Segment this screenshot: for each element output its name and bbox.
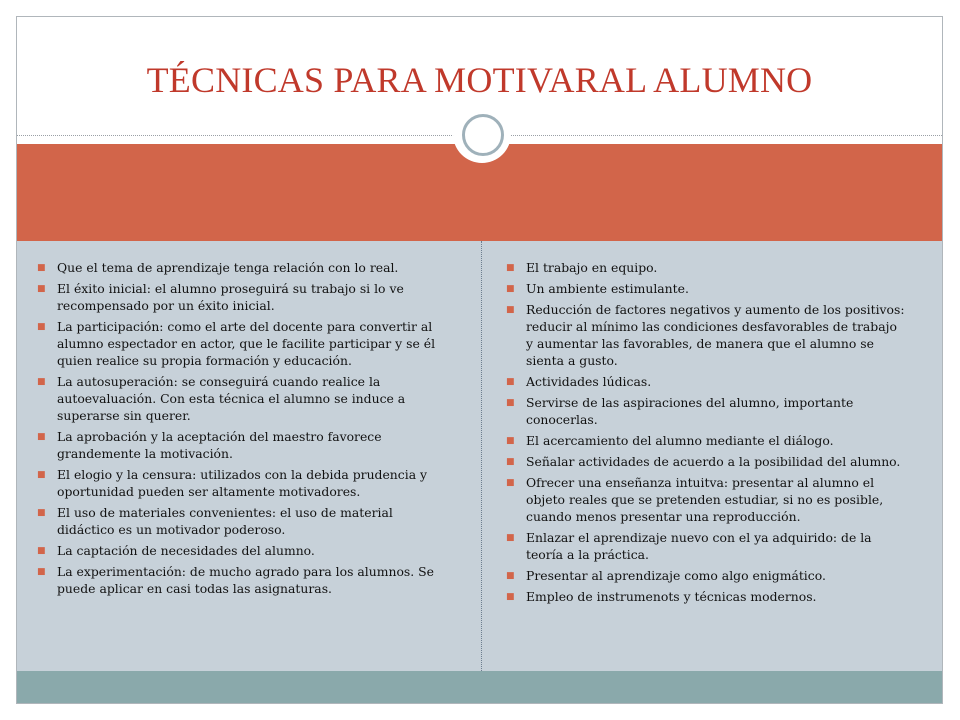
list-item	[497, 474, 907, 525]
right-bullet-list	[497, 259, 907, 609]
list-item	[497, 259, 907, 276]
square-bullet-icon: ■	[37, 546, 46, 556]
square-bullet-icon: ■	[506, 305, 515, 315]
square-bullet-icon: ■	[37, 432, 46, 442]
square-bullet-icon: ■	[506, 478, 515, 488]
square-bullet-icon: ■	[506, 377, 515, 387]
list-item-text: Que el tema de aprendizaje tenga relación con lo real.	[57, 260, 399, 275]
footer-band	[17, 671, 942, 704]
list-item	[497, 588, 907, 605]
list-item	[497, 529, 907, 563]
square-bullet-icon: ■	[506, 398, 515, 408]
list-item-text: La autosuperación: se conseguirá cuando realice la autoevaluación. Con esta técnica el alumno se induce a superarse sin querer.	[57, 374, 406, 423]
list-item	[28, 563, 452, 597]
list-item-text: El uso de materiales convenientes: el uso de material didáctico es un motivador poderoso.	[57, 505, 393, 537]
square-bullet-icon: ■	[506, 457, 515, 467]
list-item-text: Empleo de instrumenots y técnicas modernos.	[526, 589, 817, 604]
square-bullet-icon: ■	[506, 592, 515, 602]
list-item-text: Servirse de las aspiraciones del alumno, importante conocerlas.	[526, 395, 854, 427]
list-item-text: La captación de necesidades del alumno.	[57, 543, 315, 558]
list-item	[497, 373, 907, 390]
list-item-text: El trabajo en equipo.	[526, 260, 658, 275]
list-item	[497, 432, 907, 449]
left-bullet-list	[28, 259, 452, 601]
list-item-text: Reducción de factores negativos y aumento de los positivos: reducir al mínimo las condiciones desfavorables de trabajo y aumentar las favorables, de manera que el alumno se sienta a gusto.	[526, 302, 905, 368]
slide-title: TÉCNICAS PARA MOTIVARAL ALUMNO	[146, 60, 813, 100]
list-item	[28, 259, 452, 276]
list-item	[28, 373, 452, 424]
circle-ornament-icon	[462, 114, 504, 156]
list-item-text: El elogio y la censura: utilizados con la debida prudencia y oportunidad pueden ser altamente motivadores.	[57, 467, 428, 499]
list-item	[497, 567, 907, 584]
square-bullet-icon: ■	[506, 571, 515, 581]
square-bullet-icon: ■	[37, 284, 46, 294]
square-bullet-icon: ■	[506, 436, 515, 446]
square-bullet-icon: ■	[506, 284, 515, 294]
list-item	[28, 318, 452, 369]
list-item-text: La experimentación: de mucho agrado para los alumnos. Se puede aplicar en casi todas las asignaturas.	[57, 564, 434, 596]
list-item	[28, 504, 452, 538]
list-item	[497, 394, 907, 428]
list-item	[28, 280, 452, 314]
list-item-text: Un ambiente estimulante.	[526, 281, 689, 296]
list-item-text: Ofrecer una enseñanza intuitva: presentar al alumno el objeto reales que se pretenden estudiar, si no es posible, cuando menos presentar una reproducción.	[526, 475, 884, 524]
square-bullet-icon: ■	[506, 263, 515, 273]
square-bullet-icon: ■	[37, 567, 46, 577]
list-item	[497, 453, 907, 470]
square-bullet-icon: ■	[37, 470, 46, 480]
list-item	[497, 301, 907, 369]
list-item-text: La participación: como el arte del docente para convertir al alumno espectador en actor, que le facilite participar y se él quien realice su propia formación y educación.	[57, 319, 436, 368]
list-item-text: El acercamiento del alumno mediante el diálogo.	[526, 433, 834, 448]
list-item-text: Actividades lúdicas.	[526, 374, 652, 389]
square-bullet-icon: ■	[37, 508, 46, 518]
list-item	[28, 542, 452, 559]
list-item	[28, 428, 452, 462]
square-bullet-icon: ■	[37, 263, 46, 273]
square-bullet-icon: ■	[37, 322, 46, 332]
list-item	[28, 466, 452, 500]
square-bullet-icon: ■	[37, 377, 46, 387]
list-item-text: El éxito inicial: el alumno proseguirá su trabajo si lo ve recompensado por un éxito inicial.	[57, 281, 404, 313]
list-item	[497, 280, 907, 297]
list-item-text: Enlazar el aprendizaje nuevo con el ya adquirido: de la teoría a la práctica.	[526, 530, 872, 562]
list-item-text: Presentar al aprendizaje como algo enigmático.	[526, 568, 826, 583]
list-item-text: La aprobación y la aceptación del maestro favorece grandemente la motivación.	[57, 429, 382, 461]
column-divider	[481, 241, 482, 671]
square-bullet-icon: ■	[506, 533, 515, 543]
list-item-text: Señalar actividades de acuerdo a la posibilidad del alumno.	[526, 454, 901, 469]
